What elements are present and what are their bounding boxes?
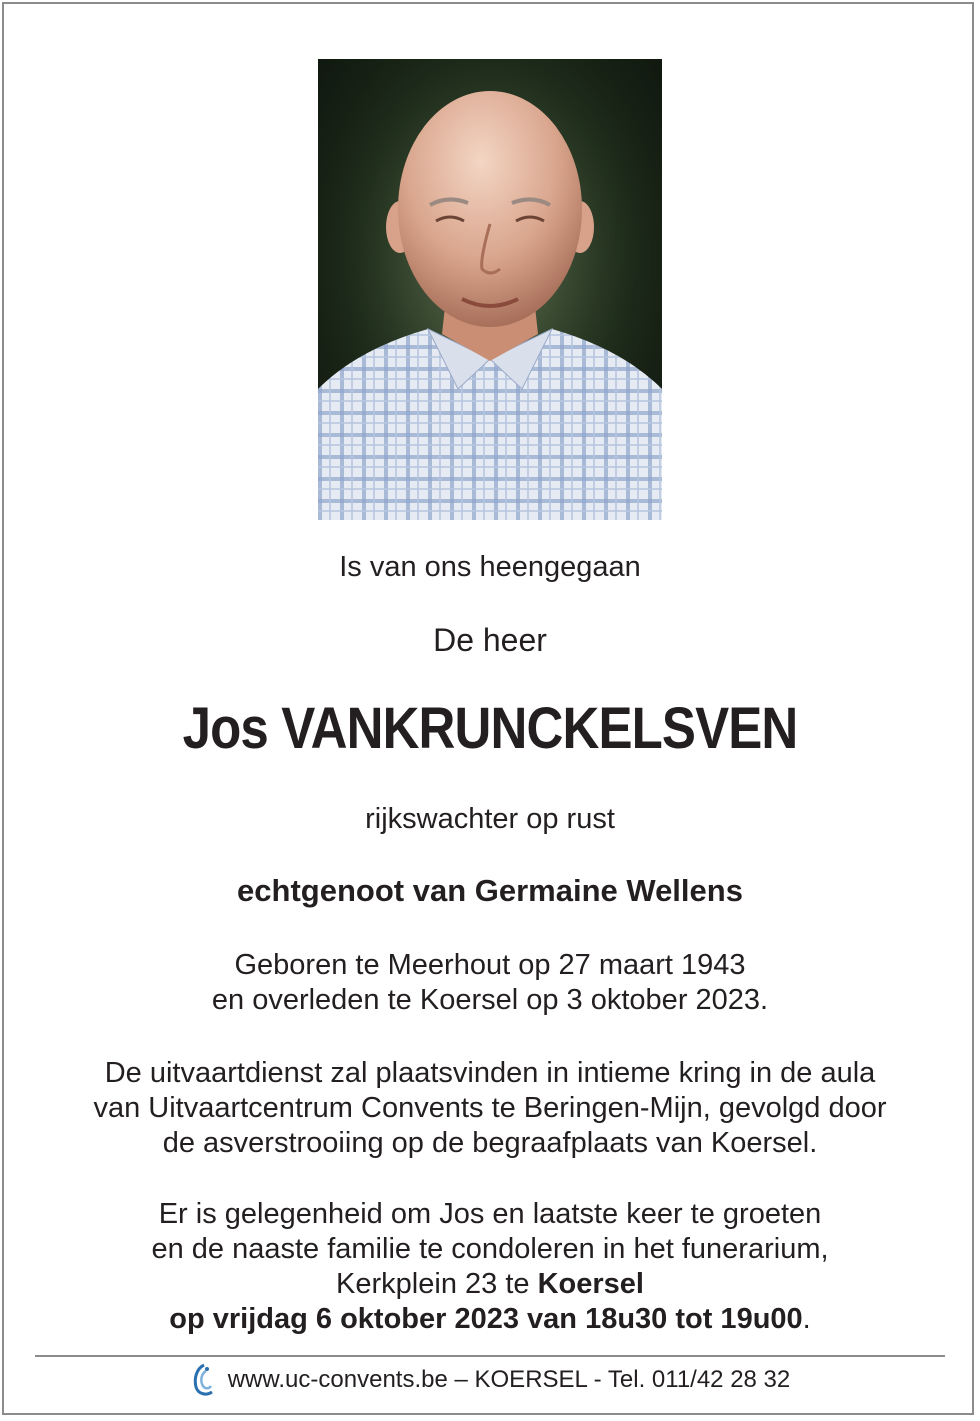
visit-line-2: en de naaste familie te condoleren in het funerarium, (151, 1233, 829, 1265)
visit-time-line (0, 1302, 980, 1337)
footer (0, 1362, 980, 1398)
footer-contact[interactable]: www.uc-convents.be – KOERSEL - Tel. 011/42 28 32 (227, 1366, 791, 1393)
spouse-line: echtgenoot van Germaine Wellens (237, 873, 743, 908)
funeral-service-block (0, 1056, 980, 1161)
intro-text: Is van ons heengegaan (339, 551, 641, 583)
service-line-1: De uitvaartdienst zal plaatsvinden in intieme kring in de aula (104, 1057, 876, 1089)
birth-death-block (0, 948, 980, 1018)
convents-logo-icon (190, 1363, 218, 1397)
portrait-photo (318, 59, 662, 520)
service-line-3: de asverstrooiing op de begraafplaats van Koersel. (162, 1127, 818, 1159)
death-line: en overleden te Koersel op 3 oktober 2023. (211, 984, 769, 1016)
visit-address: Kerkplein 23 te (336, 1268, 538, 1300)
visit-time-suffix: . (802, 1303, 811, 1335)
birth-line: Geboren te Meerhout op 27 maart 1943 (234, 949, 746, 981)
footer-divider (35, 1355, 945, 1357)
deceased-name: Jos VANKRUNCKELSVEN (182, 696, 798, 761)
visit-time: op vrijdag 6 oktober 2023 van 18u30 tot 19u00 (169, 1303, 803, 1335)
service-line-2: van Uitvaartcentrum Convents te Beringen-Mijn, gevolgd door (93, 1092, 887, 1124)
profession: rijkswachter op rust (365, 803, 615, 835)
portrait-illustration (318, 59, 662, 520)
visitation-block (0, 1197, 980, 1337)
visit-line-1: Er is gelegenheid om Jos en laatste keer te groeten (158, 1198, 822, 1230)
visit-place: Koersel (537, 1268, 644, 1300)
honorific: De heer (433, 622, 547, 658)
visit-address-line (0, 1267, 980, 1302)
